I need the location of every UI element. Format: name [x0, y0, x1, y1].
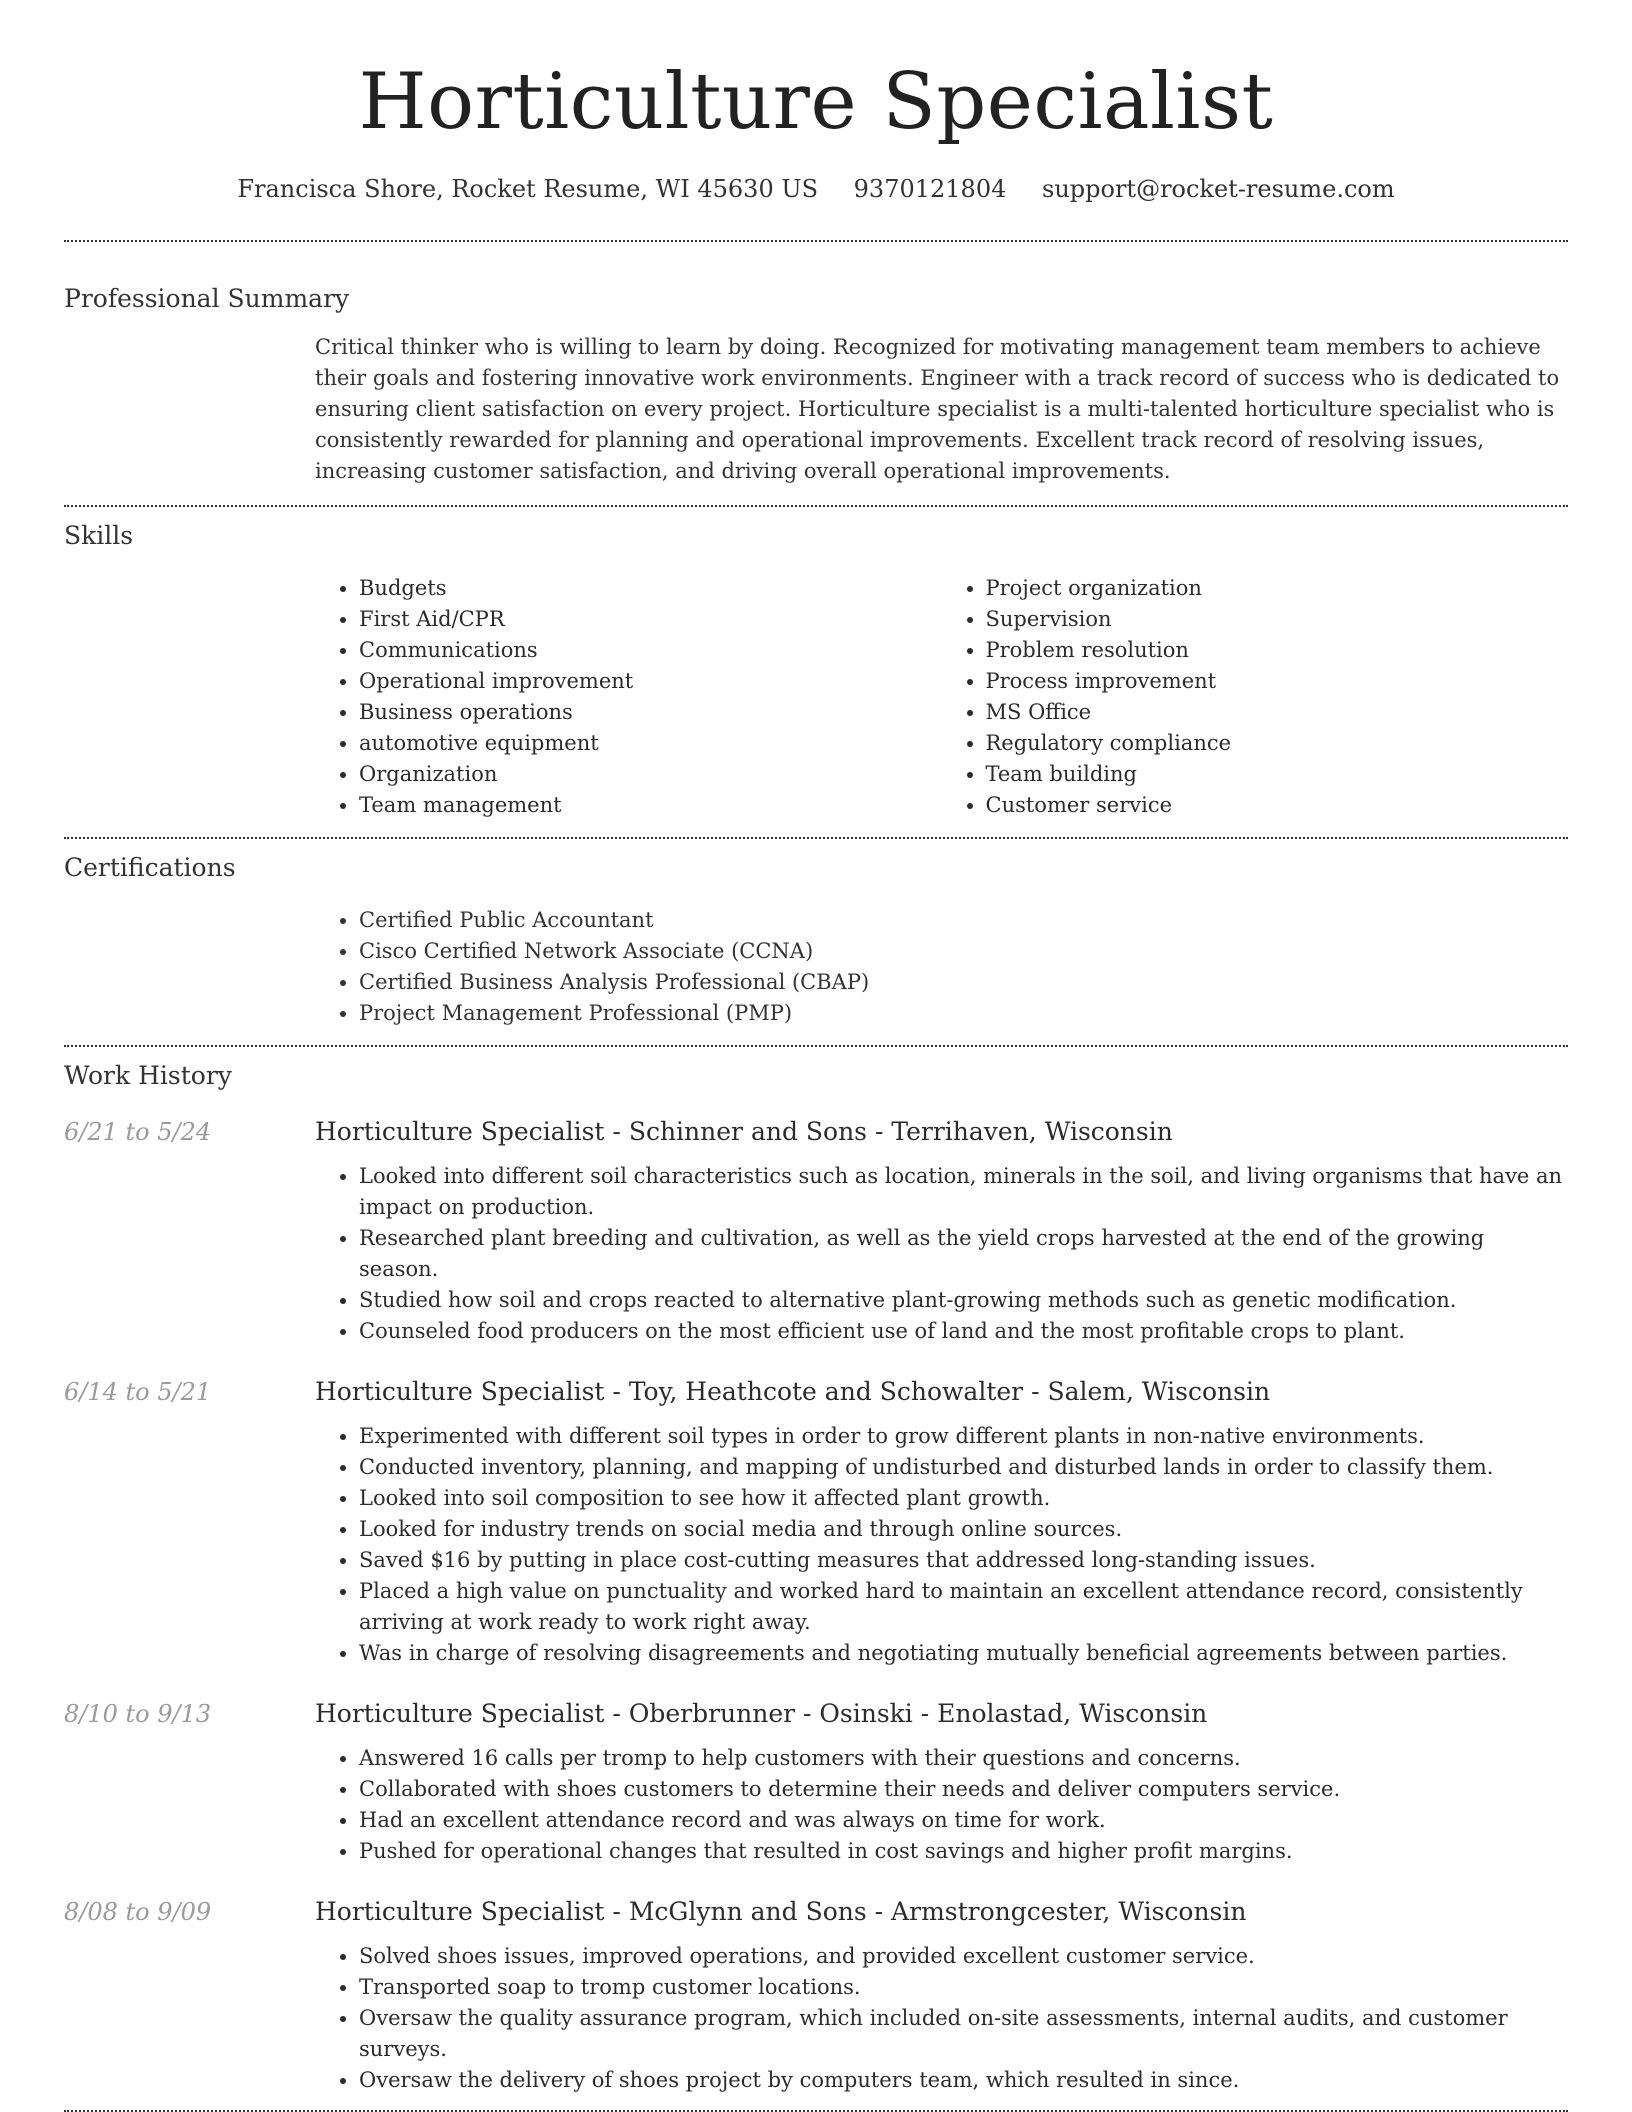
job-bullet: • Oversaw the delivery of shoes project by computers team, which resulted in since. — [359, 2065, 1568, 2096]
certifications-list — [315, 905, 1568, 1029]
job-entry — [64, 1895, 1568, 2096]
contact-phone: 9370121804 — [853, 175, 1007, 203]
job-title: Horticulture Specialist - Toy, Heathcote and Schowalter - Salem, Wisconsin — [315, 1377, 1271, 1406]
skill-item: • Regulatory compliance — [986, 728, 1569, 759]
job-bullet: • Studied how soil and crops reacted to alternative plant-growing methods such as genetic modification. — [359, 1285, 1568, 1316]
resume-page — [64, 0, 1568, 2112]
certifications-heading: Certifications — [64, 853, 236, 882]
job-dates: 8/10 to 9/13 — [64, 1700, 212, 1728]
skill-item: • Team management — [359, 790, 942, 821]
job-bullets — [315, 1421, 1568, 1669]
job-bullet: • Oversaw the quality assurance program, which included on-site assessments, internal audits, and customer surveys. — [359, 2003, 1568, 2065]
job-dates: 6/14 to 5/21 — [64, 1378, 212, 1406]
divider — [64, 1045, 1568, 1047]
job-entry — [64, 1115, 1568, 1347]
certification-item: • Cisco Certified Network Associate (CCNA) — [359, 936, 1568, 967]
summary-text: Critical thinker who is willing to learn by doing. Recognized for motivating management team members to achieve their goals and fostering innovative work environments. Engineer with a track record of success who is dedicated to ensuring client satisfaction on every project. Horticulture specialist is a multi-talented horticulture specialist who is consistently rewarded for planning and operational improvements. Excellent track record of resolving issues, increasing customer satisfaction, and driving overall operational improvements. — [315, 335, 1560, 483]
skill-item: • Budgets — [359, 573, 942, 604]
job-header — [64, 1697, 1568, 1731]
skills-list — [315, 573, 1568, 821]
skill-item: • Customer service — [986, 790, 1569, 821]
job-dates: 6/21 to 5/24 — [64, 1118, 212, 1146]
divider — [64, 240, 1568, 242]
job-title: Horticulture Specialist - McGlynn and Sons - Armstrongcester, Wisconsin — [315, 1897, 1247, 1926]
divider — [64, 837, 1568, 839]
resume-title: Horticulture Specialist — [358, 57, 1274, 147]
job-bullet: • Transported soap to tromp customer locations. — [359, 1972, 1568, 2003]
job-entry — [64, 1697, 1568, 1867]
job-bullet: • Counseled food producers on the most efficient use of land and the most profitable crops to plant. — [359, 1316, 1568, 1347]
work-history-section — [64, 1059, 1568, 2096]
job-bullet: • Answered 16 calls per tromp to help customers with their questions and concerns. — [359, 1743, 1568, 1774]
certification-item: • Project Management Professional (PMP) — [359, 998, 1568, 1029]
job-header — [64, 1115, 1568, 1149]
skill-item: • Process improvement — [986, 666, 1569, 697]
job-entry — [64, 1375, 1568, 1669]
skill-item: • MS Office — [986, 697, 1569, 728]
contact-line — [64, 172, 1568, 206]
job-bullet: • Looked into soil composition to see how it affected plant growth. — [359, 1483, 1568, 1514]
job-bullet: • Researched plant breeding and cultivation, as well as the yield crops harvested at the end of the growing season. — [359, 1223, 1568, 1285]
divider — [64, 505, 1568, 507]
job-bullets — [315, 1941, 1568, 2096]
summary-section — [64, 282, 1568, 487]
work-history-heading: Work History — [64, 1061, 232, 1090]
job-dates: 8/08 to 9/09 — [64, 1898, 212, 1926]
job-title: Horticulture Specialist - Schinner and Sons - Terrihaven, Wisconsin — [315, 1117, 1173, 1146]
skill-item: • automotive equipment — [359, 728, 942, 759]
job-bullet: • Pushed for operational changes that resulted in cost savings and higher profit margins. — [359, 1836, 1568, 1867]
skill-item: • Supervision — [986, 604, 1569, 635]
job-bullets — [315, 1743, 1568, 1867]
job-bullet: • Experimented with different soil types in order to grow different plants in non-native environments. — [359, 1421, 1568, 1452]
contact-email: support@rocket-resume.com — [1042, 175, 1395, 203]
job-header — [64, 1375, 1568, 1409]
job-bullet: • Looked into different soil characteristics such as location, minerals in the soil, and living organisms that have an impact on production. — [359, 1161, 1568, 1223]
job-bullet: • Placed a high value on punctuality and worked hard to maintain an excellent attendance record, consistently arriving at work ready to work right away. — [359, 1576, 1568, 1638]
skills-left-column — [315, 573, 942, 821]
job-bullet: • Collaborated with shoes customers to determine their needs and deliver computers service. — [359, 1774, 1568, 1805]
skills-right-column — [942, 573, 1569, 821]
skills-section — [64, 519, 1568, 821]
job-bullet: • Saved $16 by putting in place cost-cutting measures that addressed long-standing issues. — [359, 1545, 1568, 1576]
job-title: Horticulture Specialist - Oberbrunner - Osinski - Enolastad, Wisconsin — [315, 1699, 1208, 1728]
certifications-section — [64, 851, 1568, 1029]
skill-item: • Team building — [986, 759, 1569, 790]
job-bullet: • Had an excellent attendance record and was always on time for work. — [359, 1805, 1568, 1836]
skill-item: • Organization — [359, 759, 942, 790]
job-bullet: • Solved shoes issues, improved operations, and provided excellent customer service. — [359, 1941, 1568, 1972]
job-bullet: • Looked for industry trends on social media and through online sources. — [359, 1514, 1568, 1545]
skill-item: • Communications — [359, 635, 942, 666]
skill-item: • First Aid/CPR — [359, 604, 942, 635]
summary-heading: Professional Summary — [64, 284, 350, 313]
job-bullet: • Conducted inventory, planning, and mapping of undisturbed and disturbed lands in order to classify them. — [359, 1452, 1568, 1483]
skill-item: • Project organization — [986, 573, 1569, 604]
skill-item: • Business operations — [359, 697, 942, 728]
skill-item: • Problem resolution — [986, 635, 1569, 666]
skills-heading: Skills — [64, 521, 134, 550]
contact-address: Francisca Shore, Rocket Resume, WI 45630 US — [237, 175, 819, 203]
job-bullet: • Was in charge of resolving disagreements and negotiating mutually beneficial agreements between parties. — [359, 1638, 1568, 1669]
skill-item: • Operational improvement — [359, 666, 942, 697]
job-bullets — [315, 1161, 1568, 1347]
certification-item: • Certified Public Accountant — [359, 905, 1568, 936]
certification-item: • Certified Business Analysis Professional (CBAP) — [359, 967, 1568, 998]
job-header — [64, 1895, 1568, 1929]
